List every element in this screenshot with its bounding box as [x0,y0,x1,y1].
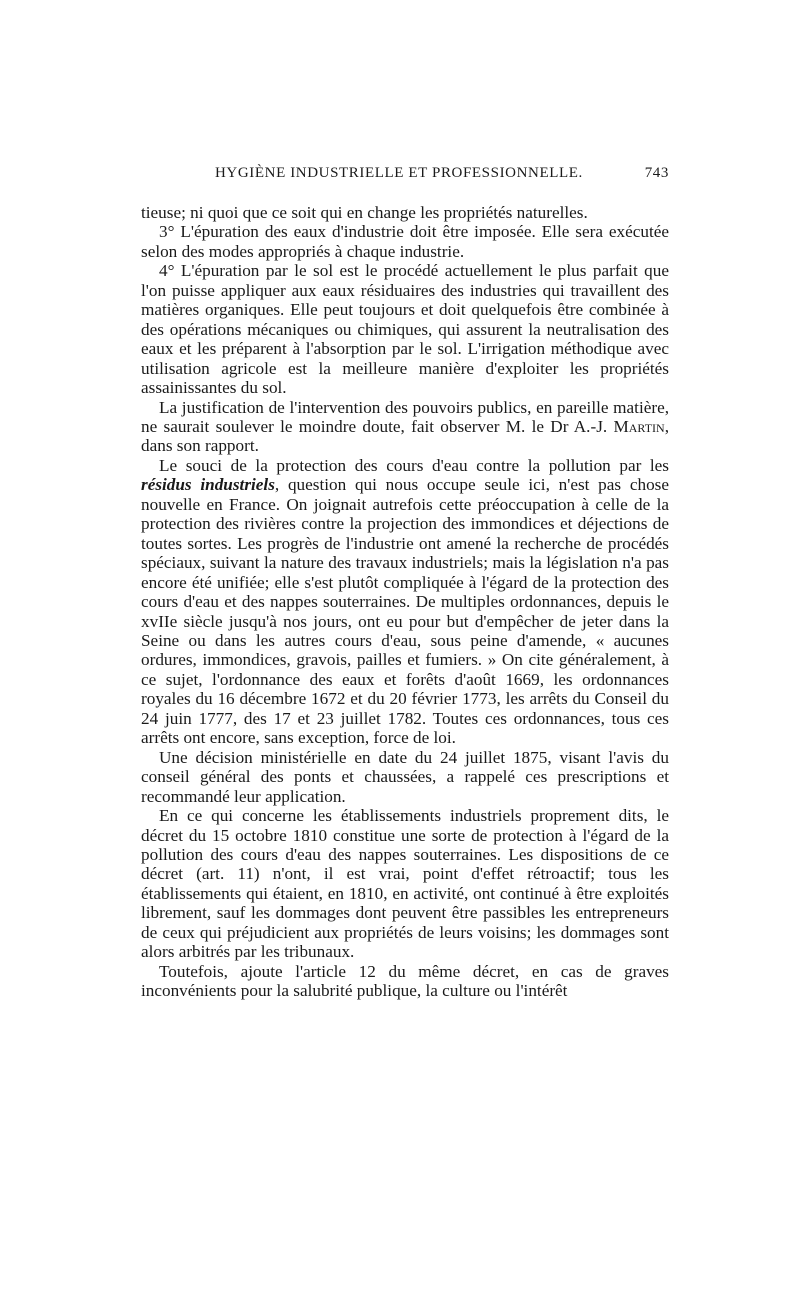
page-header [141,165,669,189]
italic-term: résidus industriels [141,475,275,495]
paragraph-5-text: Le souci de la protection des cours d'eau contre la pollution par les [159,455,669,475]
paragraph-4 [141,398,669,456]
paragraph-7: En ce qui concerne les établissements industriels proprement dits, le décret du 15 octobre 1810 constitue une sorte de protection à l'égard de la pollution des cours d'eau des nappes souterraines. Les dispositions de ce décret (art. 11) n'ont, il est vrai, point d'effet rétroactif; tous les établissements qui étaient, en 1810, en activité, ont continué à être exploités librement, sauf les dommages dont peuvent être passibles les entrepreneurs de ceux qui préjudicient aux propriétés de leurs voisins; les dommages sont alors arbitrés par les tribunaux. [141,806,669,962]
paragraph-8: Toutefois, ajoute l'article 12 du même décret, en cas de graves inconvénients pour la salubrité publique, la culture ou l'intérêt [141,961,669,1001]
paragraph-5-rest: , question qui nous occupe seule ici, n'est pas chose nouvelle en France. On joignait autrefois cette préoccupation à celle de la protection des rivières contre la projection des immondices et déjections de toutes sortes. Les progrès de l'industrie ont amené la recherche de procédés spéciaux, suivant la nature des travaux industriels; mais la législation n'a pas encore été unifiée; elle s'est plutôt compliquée à l'égard de la protection des cours d'eau et des nappes souterraines. De multiples ordonnances, depuis le xvIIe siècle jusqu'à nos jours, ont eu pour but d'empêcher de jeter dans la Seine ou dans les autres cours d'eau, sous peine d'amende, « aucunes ordures, immondices, gravois, pailles et fumiers. » On cite généralement, à ce sujet, l'ordonnance des eaux et forêts d'août 1669, les ordonnances royales du 16 décembre 1672 et du 20 février 1773, les arrêts du Conseil du 24 juin 1777, des 17 et 23 juillet 1782. Toutes ces ordonnances, tous ces arrêts ont encore, sans exception, force de loi. [141,475,669,748]
paragraph-4-end: , dans son rapport. [141,416,669,456]
page-number: 743 [644,165,669,181]
paragraph-3: 4° L'épuration par le sol est le procédé actuellement le plus parfait que l'on puisse appliquer aux eaux résiduaires des industries qui travaillent des matières organiques. Elle peut toujours et doit quelquefois être combinée à des opérations mécaniques ou chimiques, qui assurent la neutralisation des eaux et les préparent à l'absorption par le sol. L'irrigation méthodique avec utilisation agricole est la meilleure manière d'exploiter les propriétés assainissantes du sol. [141,261,669,398]
author-name: Martin [613,416,665,436]
paragraph-4-text: La justification de l'intervention des pouvoirs publics, en pareille matière, ne saurait soulever le moindre doute, fait observer M. le Dr A.-J. [141,397,669,436]
running-title: HYGIÈNE INDUSTRIELLE ET PROFESSIONNELLE. [215,165,583,181]
body-text [141,203,669,1001]
page [141,165,669,1001]
paragraph-2: 3° L'épuration des eaux d'industrie doit être imposée. Elle sera exécutée selon des modes appropriés à chaque industrie. [141,222,669,261]
paragraph-1: tieuse; ni quoi que ce soit qui en change les propriétés naturelles. [141,203,588,222]
paragraph-5 [141,456,669,748]
paragraph-6: Une décision ministérielle en date du 24 juillet 1875, visant l'avis du conseil général des ponts et chaussées, a rappelé ces prescriptions et recommandé leur application. [141,747,669,806]
